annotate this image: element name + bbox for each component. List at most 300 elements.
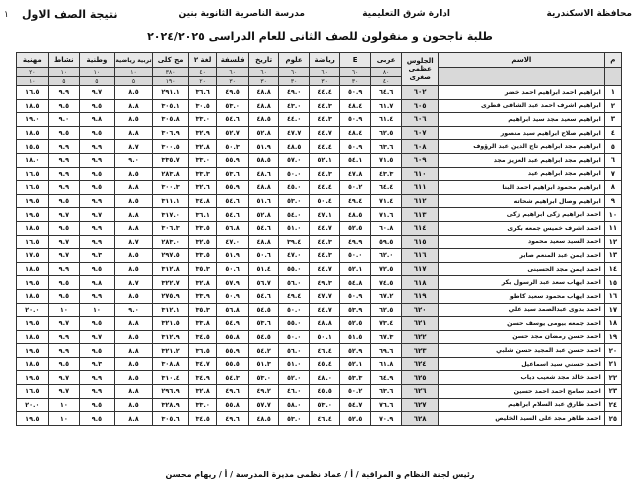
row-index-cell: ١٥ xyxy=(604,276,621,290)
philosophy-score-cell: ٥٣.٦ xyxy=(217,167,249,181)
total-score-cell: ٢٩٦.٩ xyxy=(153,385,189,399)
math-score-cell: ٤٤.٧ xyxy=(309,126,340,140)
row-index-cell: ٣ xyxy=(604,113,621,127)
pe-score-cell: ٨.٥ xyxy=(114,371,153,385)
lang2-score-cell: ٣٣.٠ xyxy=(188,398,216,412)
results-body xyxy=(17,86,622,426)
history-score-cell: ٥٨.٥ xyxy=(248,153,279,167)
seat-number-cell: ٦٠٢ xyxy=(402,86,439,100)
max-mark-cell: ١٠ xyxy=(48,68,80,77)
col-total: مج كلى xyxy=(153,53,189,68)
lang2-score-cell: ٣٤.٧ xyxy=(188,357,216,371)
math-score-cell: ٥٢.١ xyxy=(309,153,340,167)
document-title: طلبة ناجحون و منقولون للصف الثانى للعام الدراسى ٢٠٢٤/٢٠٢٥ xyxy=(147,30,493,43)
min-mark-cell: ٥ xyxy=(114,77,153,86)
student-name-cell: احمد اشرف خميس جمعه بكرى xyxy=(438,221,604,235)
row-index-cell: ١٧ xyxy=(604,303,621,317)
seat-number-cell: ٦١٨ xyxy=(402,276,439,290)
philosophy-score-cell: ٥١.٩ xyxy=(217,249,249,263)
national-score-cell: ٩.٣ xyxy=(80,249,115,263)
student-name-cell: ابراهيم صلاح ابراهيم سيد منصور xyxy=(438,126,604,140)
philosophy-score-cell: ٥٥.٩ xyxy=(217,344,249,358)
history-score-cell: ٥٢.٨ xyxy=(248,126,279,140)
student-name-cell: ابراهيم اشرف احمد عبد الشافى قطرى xyxy=(438,99,604,113)
col-history: تاريخ xyxy=(248,53,279,68)
total-score-cell: ٣٢١.٢ xyxy=(153,344,189,358)
seat-number-cell: ٦٢٢ xyxy=(402,330,439,344)
max-mark-cell: ٣٨٠ xyxy=(153,68,189,77)
science-score-cell: ٥٥.٠ xyxy=(279,317,310,331)
history-score-cell: ٥٣.٦ xyxy=(248,317,279,331)
table-row xyxy=(17,276,622,290)
science-score-cell: ٣٩.٤ xyxy=(279,235,310,249)
student-name-cell: ابراهيم سعيد مجد سيد ابراهيم xyxy=(438,113,604,127)
pe-score-cell: ٨.٥ xyxy=(114,113,153,127)
history-score-cell: ٥٢.٨ xyxy=(248,208,279,222)
governorate-label: محافظة الاسكندرية xyxy=(546,9,632,19)
philosophy-score-cell: ٥٧.٩ xyxy=(217,276,249,290)
max-mark-cell: ٦٠ xyxy=(217,68,249,77)
history-score-cell: ٥٦.٧ xyxy=(248,276,279,290)
page-header xyxy=(0,9,640,27)
min-mark-cell: ٤٠ xyxy=(370,77,402,86)
student-name-cell: ابراهيم مجد ابراهيم عبد العزيز مجد xyxy=(438,153,604,167)
arabic-score-cell: ٦٢.٥ xyxy=(370,303,402,317)
science-score-cell: ٤٨.٥ xyxy=(279,140,310,154)
science-score-cell: ٤٧.٠ xyxy=(279,249,310,263)
seat-number-cell: ٦١٥ xyxy=(402,235,439,249)
row-index-cell: ١١ xyxy=(604,221,621,235)
table-row xyxy=(17,153,622,167)
national-score-cell: ٩.٥ xyxy=(80,344,115,358)
row-index-cell: ١٢ xyxy=(604,235,621,249)
math-score-cell: ٤٤.٣ xyxy=(309,249,340,263)
row-index-cell: ٩ xyxy=(604,194,621,208)
philosophy-score-cell: ٥٥.٥ xyxy=(217,357,249,371)
lang2-score-cell: ٣٣.٠ xyxy=(188,113,216,127)
pe-score-cell: ٨.٥ xyxy=(114,289,153,303)
pe-score-cell: ٨.٨ xyxy=(114,99,153,113)
header-spacer xyxy=(438,68,604,86)
science-score-cell: ٤٦.٠ xyxy=(279,385,310,399)
vocational-score-cell: ١٦.٥ xyxy=(17,235,49,249)
vocational-score-cell: ١٩.٥ xyxy=(17,208,49,222)
philosophy-score-cell: ٥٥.٩ xyxy=(217,153,249,167)
pe-score-cell: ٨.٨ xyxy=(114,126,153,140)
activity-score-cell: ٩.٥ xyxy=(48,194,80,208)
national-score-cell: ٩.٥ xyxy=(80,317,115,331)
row-index-cell: ٤ xyxy=(604,126,621,140)
history-score-cell: ٤٩.٢ xyxy=(248,385,279,399)
english-score-cell: ٤٩.٤ xyxy=(340,194,371,208)
col-vocational: مهنية xyxy=(17,53,49,68)
min-mark-cell: ٣٠ xyxy=(340,77,371,86)
vocational-score-cell: ٢٠.٠ xyxy=(17,303,49,317)
science-score-cell: ٤٧.٧ xyxy=(279,126,310,140)
activity-score-cell: ٩.٩ xyxy=(48,181,80,195)
col-seat-max-label: عظمى xyxy=(408,65,432,73)
total-score-cell: ٣٢٨.٩ xyxy=(153,398,189,412)
signatures-footer: رئيس لجنة النظام و المراقبة / أ / عماد نظمى مديرة المدرسة / أ / ريهام محسن xyxy=(165,470,475,479)
lang2-score-cell: ٣٣.٣ xyxy=(188,167,216,181)
english-score-cell: ٥٢.١ xyxy=(340,262,371,276)
math-score-cell: ٥٣.٠ xyxy=(309,398,340,412)
philosophy-score-cell: ٥٠.٩ xyxy=(217,289,249,303)
activity-score-cell: ٩.٠ xyxy=(48,113,80,127)
row-index-cell: ٢٤ xyxy=(604,398,621,412)
history-score-cell: ٥٧.٧ xyxy=(248,398,279,412)
student-name-cell: احمد ايهاب محمود سعيد كاطو xyxy=(438,289,604,303)
philosophy-score-cell: ٥٥.٨ xyxy=(217,398,249,412)
student-name-cell: احمد خالد مجد شعيب دياب xyxy=(438,371,604,385)
total-score-cell: ٣٢٢.٧ xyxy=(153,276,189,290)
science-score-cell: ٥٢.٠ xyxy=(279,371,310,385)
max-mark-cell: ١٠ xyxy=(80,68,115,77)
philosophy-score-cell: ٤٧.٠ xyxy=(217,235,249,249)
min-mark-cell: ٣٠ xyxy=(248,77,279,86)
total-score-cell: ٣٠٦.٣ xyxy=(153,221,189,235)
student-name-cell: احمد بدوى عبدالصمد سيد علي xyxy=(438,303,604,317)
activity-score-cell: ٩.٥ xyxy=(48,99,80,113)
philosophy-score-cell: ٥٤.٦ xyxy=(217,208,249,222)
history-score-cell: ٤٨.٨ xyxy=(248,235,279,249)
table-row xyxy=(17,262,622,276)
table-row xyxy=(17,167,622,181)
col-english: E xyxy=(340,53,371,68)
activity-score-cell: ٩.٧ xyxy=(48,208,80,222)
max-mark-cell: ٦٠ xyxy=(340,68,371,77)
science-score-cell: ٥١.٠ xyxy=(279,357,310,371)
min-mark-cell: ٣٠ xyxy=(217,77,249,86)
table-row xyxy=(17,303,622,317)
history-score-cell: ٤٨.٨ xyxy=(248,86,279,100)
page-number: ١ xyxy=(4,10,9,20)
vocational-score-cell: ١٩.٥ xyxy=(17,276,49,290)
student-name-cell: احمد سامح احمد احمد حسين xyxy=(438,385,604,399)
row-index-cell: ٢٣ xyxy=(604,385,621,399)
pe-score-cell: ٩.٠ xyxy=(114,153,153,167)
seat-number-cell: ٦٠٦ xyxy=(402,113,439,127)
pe-score-cell: ٨.٥ xyxy=(114,398,153,412)
row-index-cell: ١٤ xyxy=(604,262,621,276)
history-score-cell: ٤٨.٥ xyxy=(248,113,279,127)
national-score-cell: ٩.٩ xyxy=(80,371,115,385)
national-score-cell: ٩.٧ xyxy=(80,208,115,222)
seat-number-cell: ٦٢٧ xyxy=(402,398,439,412)
science-score-cell: ٤٤.٠ xyxy=(279,113,310,127)
arabic-score-cell: ٦٧.٢ xyxy=(370,289,402,303)
lang2-score-cell: ٣٤.٨ xyxy=(188,194,216,208)
seat-number-cell: ٦٢٥ xyxy=(402,371,439,385)
philosophy-score-cell: ٤٩.٦ xyxy=(217,385,249,399)
vocational-score-cell: ١٨.٥ xyxy=(17,262,49,276)
total-score-cell: ٣١١.١ xyxy=(153,194,189,208)
history-score-cell: ٥٤.٥ xyxy=(248,303,279,317)
vocational-score-cell: ١٩.٥ xyxy=(17,371,49,385)
student-name-cell: احمد السيد سعيد محمود xyxy=(438,235,604,249)
national-score-cell: ٩.٥ xyxy=(80,126,115,140)
lang2-score-cell: ٣٥.٣ xyxy=(188,262,216,276)
col-seat-label: الجلوس xyxy=(406,57,434,65)
student-name-cell: ابراهيم وصال ابراهيم شحاته xyxy=(438,194,604,208)
english-score-cell: ٤٨.٥ xyxy=(340,208,371,222)
col-name: الاسم xyxy=(438,53,604,68)
student-name-cell: احمد ايهاب سعد عبد الرسول بكر xyxy=(438,276,604,290)
min-mark-cell: ٥ xyxy=(48,77,80,86)
national-score-cell: ٩.٩ xyxy=(80,235,115,249)
pe-score-cell: ٨.٨ xyxy=(114,181,153,195)
english-score-cell: ٥٤.١ xyxy=(340,153,371,167)
activity-score-cell: ٩.٥ xyxy=(48,357,80,371)
col-seat xyxy=(402,53,439,86)
math-score-cell: ٤٧.١ xyxy=(309,208,340,222)
english-score-cell: ٥٠.٢ xyxy=(340,385,371,399)
row-index-cell: ٢٠ xyxy=(604,344,621,358)
lang2-score-cell: ٣٠.٥ xyxy=(188,99,216,113)
min-mark-cell: ٥ xyxy=(80,77,115,86)
seat-number-cell: ٦٠٩ xyxy=(402,153,439,167)
seat-number-cell: ٦٢١ xyxy=(402,317,439,331)
english-score-cell: ٤٧.٨ xyxy=(340,167,371,181)
arabic-score-cell: ٦٣.٦ xyxy=(370,385,402,399)
arabic-score-cell: ٤٣.٣ xyxy=(370,167,402,181)
national-score-cell: ٩.٥ xyxy=(80,412,115,426)
seat-number-cell: ٦١١ xyxy=(402,181,439,195)
seat-number-cell: ٦١٩ xyxy=(402,289,439,303)
english-score-cell: ٥٤.٨ xyxy=(340,276,371,290)
table-row xyxy=(17,235,622,249)
arabic-score-cell: ٧٠.٩ xyxy=(370,412,402,426)
vocational-score-cell: ١٦.٥ xyxy=(17,385,49,399)
row-index-cell: ٢٥ xyxy=(604,412,621,426)
activity-score-cell: ١٠ xyxy=(48,398,80,412)
arabic-score-cell: ٦١.٨ xyxy=(370,357,402,371)
total-score-cell: ٣١٢.١ xyxy=(153,303,189,317)
lang2-score-cell: ٣٦.١ xyxy=(188,208,216,222)
english-score-cell: ٥٢.٥ xyxy=(340,412,371,426)
table-row xyxy=(17,181,622,195)
math-score-cell: ٤٤.٤ xyxy=(309,181,340,195)
science-score-cell: ٥٨.٠ xyxy=(279,398,310,412)
philosophy-score-cell: ٤٩.٥ xyxy=(217,86,249,100)
activity-score-cell: ٩.٩ xyxy=(48,344,80,358)
col-index: م xyxy=(604,53,621,68)
history-score-cell: ٥٤.٥ xyxy=(248,330,279,344)
activity-score-cell: ٩.٥ xyxy=(48,289,80,303)
seat-number-cell: ٦١٢ xyxy=(402,194,439,208)
table-row xyxy=(17,385,622,399)
math-score-cell: ٤٤.٣ xyxy=(309,113,340,127)
total-score-cell: ٢٧٥.٩ xyxy=(153,289,189,303)
total-score-cell: ٣٠٨.٨ xyxy=(153,357,189,371)
pe-score-cell: ٨.٥ xyxy=(114,167,153,181)
student-name-cell: ابراهيم مجد ابراهيم تاج الدين عبد الرؤوف xyxy=(438,140,604,154)
student-name-cell: احمد طاهر مجد على السيد الخليص xyxy=(438,412,604,426)
max-mark-cell: ٦٠ xyxy=(309,68,340,77)
english-score-cell: ٥٠.٩ xyxy=(340,140,371,154)
seat-number-cell: ٦١٦ xyxy=(402,249,439,263)
total-score-cell: ٢٩١.١ xyxy=(153,86,189,100)
table-row xyxy=(17,86,622,100)
table-row xyxy=(17,126,622,140)
pe-score-cell: ٨.٨ xyxy=(114,344,153,358)
english-score-cell: ٥٠.٩ xyxy=(340,86,371,100)
total-score-cell: ٣١٠.٤ xyxy=(153,371,189,385)
pe-score-cell: ٨.٧ xyxy=(114,276,153,290)
seat-number-cell: ٦٢٨ xyxy=(402,412,439,426)
history-score-cell: ٥٣.٠ xyxy=(248,371,279,385)
national-score-cell: ٩.٥ xyxy=(80,99,115,113)
english-score-cell: ٤٨.٤ xyxy=(340,99,371,113)
row-index-cell: ٨ xyxy=(604,181,621,195)
national-score-cell: ٩.٣ xyxy=(80,357,115,371)
pe-score-cell: ٨.٧ xyxy=(114,235,153,249)
activity-score-cell: ٩.٧ xyxy=(48,317,80,331)
total-score-cell: ٣١٧.٠ xyxy=(153,208,189,222)
philosophy-score-cell: ٥٠.٦ xyxy=(217,262,249,276)
history-score-cell: ٥١.٩ xyxy=(248,140,279,154)
total-score-cell: ٣٣٥.٧ xyxy=(153,153,189,167)
pe-score-cell: ٨.٥ xyxy=(114,357,153,371)
english-score-cell: ٥٢.٥ xyxy=(340,317,371,331)
student-name-cell: ابراهيم احمد ابراهيم احمد خضر xyxy=(438,86,604,100)
vocational-score-cell: ١٩.٥ xyxy=(17,317,49,331)
history-score-cell: ٥١.٦ xyxy=(248,194,279,208)
row-index-cell: ٥ xyxy=(604,140,621,154)
philosophy-score-cell: ٥٢.٧ xyxy=(217,126,249,140)
philosophy-score-cell: ٥٦.٨ xyxy=(217,221,249,235)
science-score-cell: ٥٣.٠ xyxy=(279,194,310,208)
pe-score-cell: ٨.٥ xyxy=(114,262,153,276)
total-score-cell: ٣٠٦.٩ xyxy=(153,126,189,140)
col-national: وطنية xyxy=(80,53,115,68)
row-index-cell: ٧ xyxy=(604,167,621,181)
seat-number-cell: ٦١٤ xyxy=(402,221,439,235)
vocational-score-cell: ٢٠.٠ xyxy=(17,398,49,412)
math-score-cell: ٤٨.٨ xyxy=(309,317,340,331)
seat-number-cell: ٦٢٤ xyxy=(402,357,439,371)
activity-score-cell: ٩.٥ xyxy=(48,276,80,290)
row-index-cell: ٢١ xyxy=(604,357,621,371)
philosophy-score-cell: ٥٤.٦ xyxy=(217,194,249,208)
pe-score-cell: ٨.٨ xyxy=(114,385,153,399)
activity-score-cell: ٩.٥ xyxy=(48,126,80,140)
activity-score-cell: ٩.٩ xyxy=(48,262,80,276)
national-score-cell: ٩.٩ xyxy=(80,194,115,208)
total-score-cell: ٣٠٥.٦ xyxy=(153,412,189,426)
national-score-cell: ٩.٩ xyxy=(80,221,115,235)
total-score-cell: ٣٠٠.٣ xyxy=(153,181,189,195)
math-score-cell: ٤٦.٤ xyxy=(309,344,340,358)
english-score-cell: ٥٢.١ xyxy=(340,357,371,371)
national-score-cell: ٩.٥ xyxy=(80,262,115,276)
national-score-cell: ٩.٧ xyxy=(80,330,115,344)
english-score-cell: ٥٠.٩ xyxy=(340,113,371,127)
lang2-score-cell: ٣٢.٦ xyxy=(188,181,216,195)
vocational-score-cell: ١٩.٥ xyxy=(17,194,49,208)
science-score-cell: ٥٠.٠ xyxy=(279,167,310,181)
pe-score-cell: ٨.٧ xyxy=(114,140,153,154)
english-score-cell: ٥٠.٩ xyxy=(340,289,371,303)
table-row xyxy=(17,289,622,303)
seat-number-cell: ٦١٠ xyxy=(402,167,439,181)
max-mark-cell: ٦٠ xyxy=(248,68,279,77)
arabic-score-cell: ٧٣.٤ xyxy=(370,317,402,331)
pe-score-cell: ٨.٥ xyxy=(114,330,153,344)
student-name-cell: احمد طارق عبد السلام ابراهيم xyxy=(438,398,604,412)
activity-score-cell: ٩.٧ xyxy=(48,385,80,399)
student-name-cell: ابراهيم مجد ابراهيم عيد xyxy=(438,167,604,181)
col-activity: نشاط xyxy=(48,53,80,68)
activity-score-cell: ٩.٩ xyxy=(48,153,80,167)
vocational-score-cell: ١٨.٠ xyxy=(17,153,49,167)
pe-score-cell: ٩.٠ xyxy=(114,303,153,317)
lang2-score-cell: ٣٣.٥ xyxy=(188,221,216,235)
national-score-cell: ٩.٨ xyxy=(80,276,115,290)
history-score-cell: ٥٤.٦ xyxy=(248,289,279,303)
col-philosophy: فلسفة xyxy=(217,53,249,68)
national-score-cell: ٩.٧ xyxy=(80,86,115,100)
activity-score-cell: ٩.٩ xyxy=(48,330,80,344)
row-index-cell: ٦ xyxy=(604,153,621,167)
pe-score-cell: ٨.٨ xyxy=(114,412,153,426)
total-score-cell: ٣١٢.٩ xyxy=(153,330,189,344)
table-row xyxy=(17,249,622,263)
activity-score-cell: ٩.٧ xyxy=(48,235,80,249)
table-row xyxy=(17,317,622,331)
row-index-cell: ١ xyxy=(604,86,621,100)
arabic-score-cell: ٦٩.٦ xyxy=(370,344,402,358)
max-mark-cell: ٤٠ xyxy=(188,68,216,77)
lang2-score-cell: ٣٣.٩ xyxy=(188,289,216,303)
activity-score-cell: ١٠ xyxy=(48,412,80,426)
row-index-cell: ٢ xyxy=(604,99,621,113)
vocational-score-cell: ١٦.٥ xyxy=(17,167,49,181)
national-score-cell: ٩.٩ xyxy=(80,140,115,154)
math-score-cell: ٤٧.٧ xyxy=(309,289,340,303)
lang2-score-cell: ٣٢.٨ xyxy=(188,276,216,290)
science-score-cell: ٥١.٠ xyxy=(279,221,310,235)
arabic-score-cell: ٦١.٧ xyxy=(370,99,402,113)
english-score-cell: ٥٣.٣ xyxy=(340,371,371,385)
row-index-cell: ١٨ xyxy=(604,317,621,331)
activity-score-cell: ١٠ xyxy=(48,303,80,317)
total-score-cell: ٣٢١.٥ xyxy=(153,317,189,331)
activity-score-cell: ٩.٥ xyxy=(48,221,80,235)
vocational-score-cell: ١٩.٥ xyxy=(17,344,49,358)
math-score-cell: ٤٤.٤ xyxy=(309,86,340,100)
pe-score-cell: ٨.٥ xyxy=(114,194,153,208)
science-score-cell: ٤٥.٠ xyxy=(279,181,310,195)
math-score-cell: ٤٦.٤ xyxy=(309,412,340,426)
total-score-cell: ٣١٢.٨ xyxy=(153,262,189,276)
student-name-cell: احمد حسن رمضان مجد حسن xyxy=(438,330,604,344)
vocational-score-cell: ١٥.٥ xyxy=(17,140,49,154)
arabic-score-cell: ٦٢.٠ xyxy=(370,249,402,263)
national-score-cell: ٩.٥ xyxy=(80,167,115,181)
seat-number-cell: ٦١٧ xyxy=(402,262,439,276)
lang2-score-cell: ٣٢.٨ xyxy=(188,140,216,154)
science-score-cell: ٥٠.٠ xyxy=(279,303,310,317)
seat-number-cell: ٦٢٠ xyxy=(402,303,439,317)
table-row xyxy=(17,344,622,358)
philosophy-score-cell: ٤٩.٦ xyxy=(217,412,249,426)
total-score-cell: ٢٩٧.٥ xyxy=(153,249,189,263)
max-marks-row xyxy=(17,68,622,77)
pe-score-cell: ٨.٨ xyxy=(114,208,153,222)
col-science: علوم xyxy=(279,53,310,68)
arabic-score-cell: ٦٤.٤ xyxy=(370,181,402,195)
